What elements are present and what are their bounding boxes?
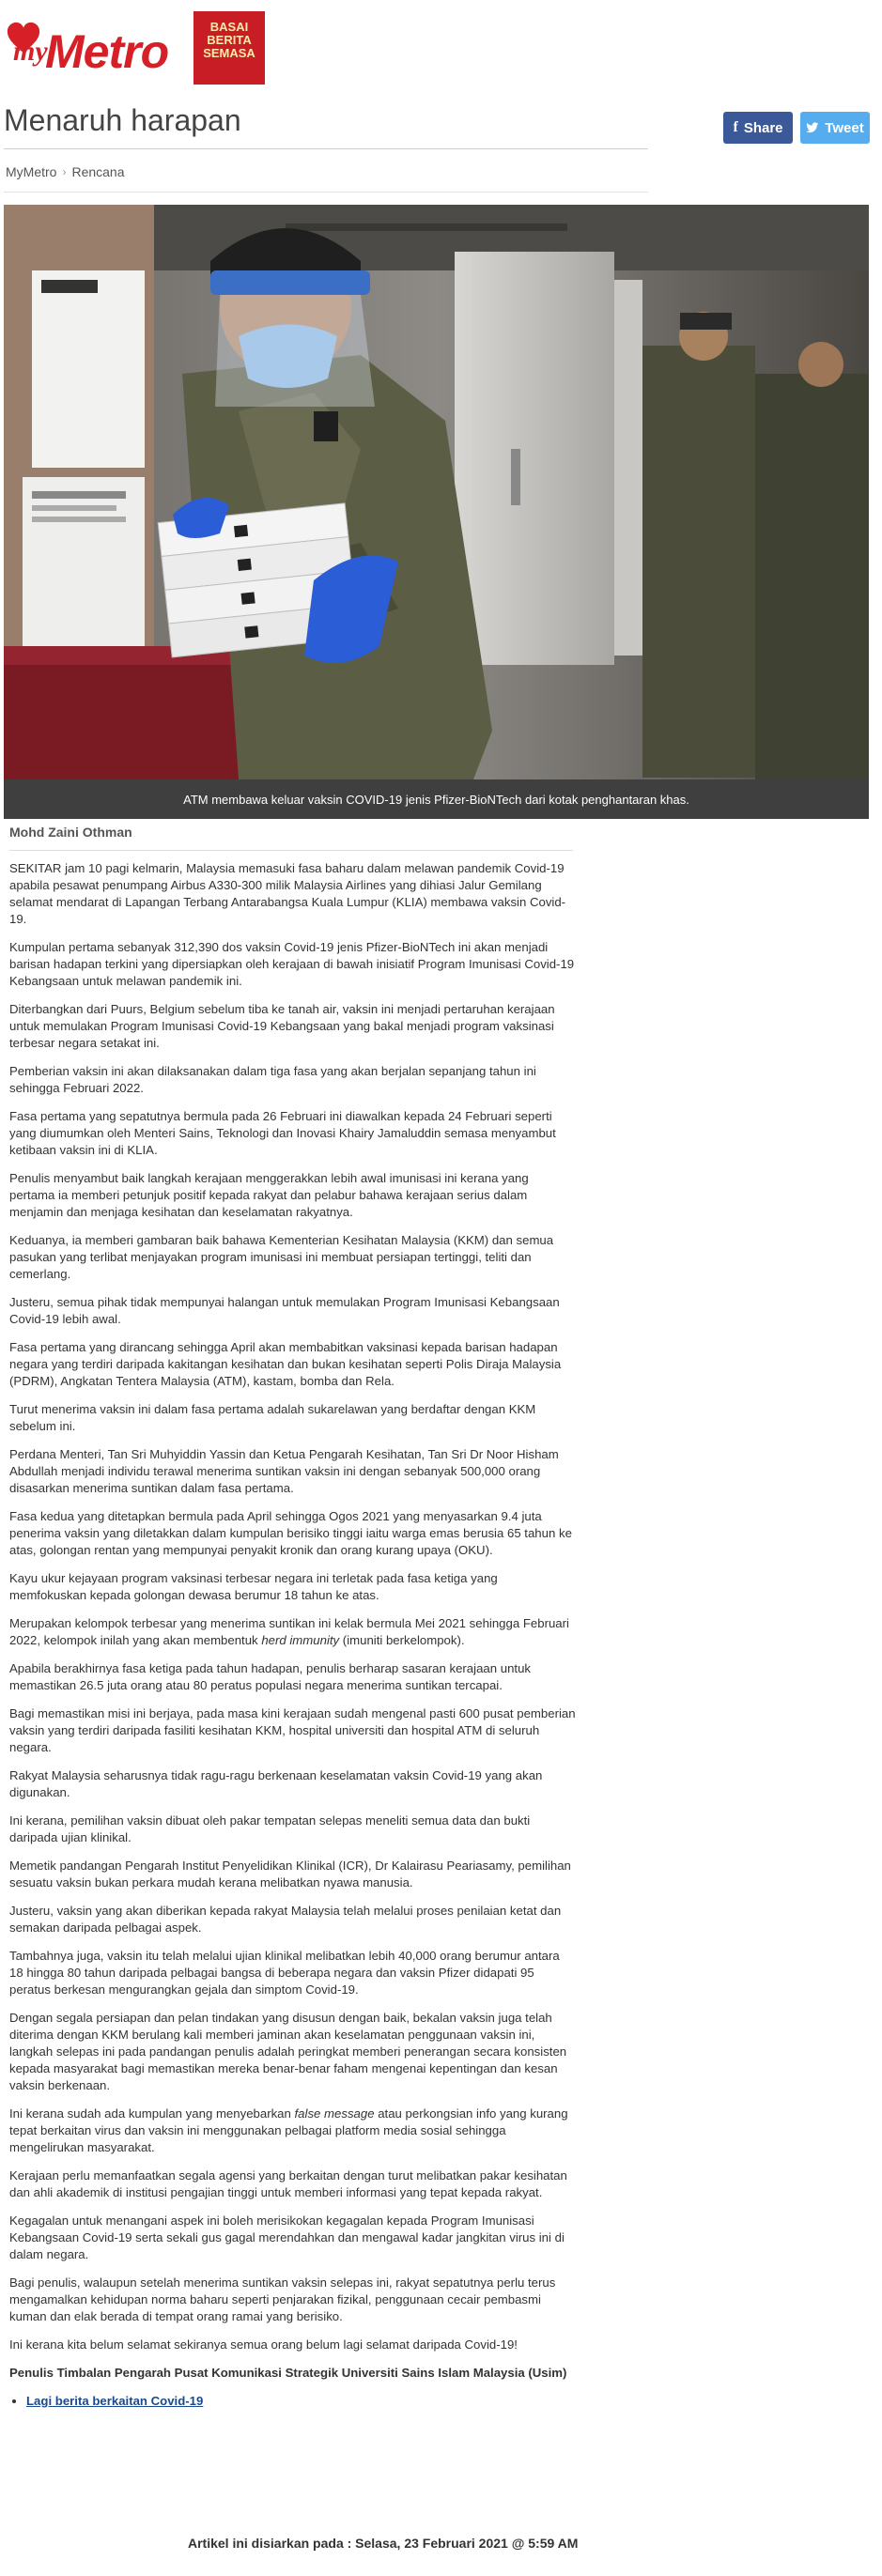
article-photo bbox=[4, 205, 869, 779]
article-paragraph: Perdana Menteri, Tan Sri Muhyiddin Yassin dan Ketua Pengarah Kesihatan, Tan Sri Dr Noor Hisham Abdullah menjadi individu terawal menerima suntikan vaksin ini dengan sebanyak 500,000 orang disasarkan menerima suntikan dalam fasa pertama. bbox=[9, 1447, 559, 1495]
title-divider bbox=[4, 148, 648, 149]
article-paragraph: Rakyat Malaysia seharusnya tidak ragu-ragu berkenaan keselamatan vaksin Covid-19 yang akan digunakan. bbox=[9, 1768, 543, 1799]
published-date: Artikel ini disiarkan pada : Selasa, 23 Februari 2021 @ 5:59 AM bbox=[188, 2536, 579, 2551]
article-paragraph: Fasa kedua yang ditetapkan bermula pada April sehingga Ogos 2021 yang menyasarkan 9.4 juta penerima vaksin yang diletakkan dalam kumpulan berisiko tinggi iaitu warga emas berusia 65 tahun ke atas, golongan rentan yang mempunyai penyakit kronik dan orang kurang upaya (OKU). bbox=[9, 1509, 572, 1557]
facebook-share-button[interactable] bbox=[723, 112, 793, 144]
article-paragraph: Bagi memastikan misi ini berjaya, pada masa kini kerajaan sudah mengenal pasti 600 pusat pemberian vaksin yang terdiri daripada fasiliti kesihatan KKM, hospital universiti dan hospital ATM di seluruh negara. bbox=[9, 1706, 576, 1754]
related-link[interactable]: Lagi berita berkaitan Covid-19 bbox=[26, 2394, 204, 2408]
photo-illustration bbox=[4, 205, 869, 779]
article-paragraph: Penulis menyambut baik langkah kerajaan menggerakkan lebih awal imunisasi ini kerana yang pertama ia memberi petunjuk positif kepada rakyat dan pelabur bahawa kerajaan serius dalam menjamin dan menjaga kesihatan dan keselamatan rakyatnya. bbox=[9, 1171, 529, 1219]
article-paragraph: Kerajaan perlu memanfaatkan segala agensi yang berkaitan dengan turut melibatkan pakar kesihatan dan ahli akademik di institusi pengajian tinggi untuk memberi informasi yang tepat kepada rakyat. bbox=[9, 2168, 567, 2199]
breadcrumb bbox=[6, 164, 125, 179]
badge-line: BERITA bbox=[207, 33, 252, 47]
logo-wordmark: Metro bbox=[45, 25, 169, 78]
chevron-right-icon: › bbox=[62, 165, 67, 178]
article-paragraph: Turut menerima vaksin ini dalam fasa pertama adalah sukarelawan yang berdaftar dengan KKM sebelum ini. bbox=[9, 1402, 536, 1433]
article-paragraph: Pemberian vaksin ini akan dilaksanakan dalam tiga fasa yang akan berjalan sepanjang tahun ini sehingga Februari 2022. bbox=[9, 1064, 536, 1095]
twitter-tweet-button[interactable] bbox=[800, 112, 870, 144]
article-body bbox=[9, 860, 577, 2421]
article-paragraph: Memetik pandangan Pengarah Institut Penyelidikan Klinikal (ICR), Dr Kalairasu Peariasamy, pemilihan sesuatu vaksin bukan perkara mudah kerana melibatkan nyawa manusia. bbox=[9, 1859, 571, 1890]
share-label: Share bbox=[743, 119, 783, 136]
article-paragraph: Apabila berakhirnya fasa ketiga pada tahun hadapan, penulis berharap sasaran kerajaan untuk memastikan 26.5 juta orang atau 80 peratus populasi negara menerima suntikan tercapai. bbox=[9, 1661, 532, 1692]
article-paragraph: Kegagalan untuk menangani aspek ini boleh merisikokan kegagalan kepada Program Imunisasi Kebangsaan Covid-19 serta sekali gus gagal merendahkan dan mengawal kadar jangkitan virus ini di dalam negara. bbox=[9, 2214, 565, 2261]
article-paragraph: Dengan segala persiapan dan pelan tindakan yang disusun dengan baik, bekalan vaksin juga telah diterima dengan KKM berulang kali memberi jaminan akan keselamatan penggunaan vaksin ini, langkah selepas ini pada pandangan penulis adalah peringkat memberi penerangan secara konsisten kepada masyarakat bagi memastikan mereka benar-benar faham mengenai kepentingan dan kesan vaksin berkenaan. bbox=[9, 2011, 567, 2092]
related-link-item bbox=[26, 2393, 577, 2410]
article-title: Menaruh harapan bbox=[4, 103, 241, 137]
site-logo[interactable] bbox=[6, 11, 265, 86]
article-paragraph: Diterbangkan dari Puurs, Belgium sebelum tiba ke tanah air, vaksin ini menjadi pertaruhan kerajaan untuk memulakan Program Imunisasi Covid-19 Kebangsaan yang bakal menjadi program vaksinasi terbesar negara setakat ini. bbox=[9, 1002, 555, 1050]
tweet-label: Tweet bbox=[825, 119, 864, 136]
italic-phrase: false message bbox=[294, 2106, 375, 2121]
article-paragraph: Keduanya, ia memberi gambaran baik bahawa Kementerian Kesihatan Malaysia (KKM) dan semua pasukan yang terlibat menjayakan program imunisasi ini membuat persiapan tertinggi, teliti dan cemerlang. bbox=[9, 1233, 554, 1281]
breadcrumb-divider bbox=[4, 192, 648, 193]
breadcrumb-home[interactable]: MyMetro bbox=[6, 164, 57, 179]
related-links bbox=[9, 2393, 577, 2410]
article-paragraph: Justeru, vaksin yang akan diberikan kepada rakyat Malaysia telah melalui proses penilaian ketat dan semakan daripada pelbagai aspek. bbox=[9, 1904, 562, 1935]
italic-phrase: herd immunity bbox=[261, 1633, 340, 1647]
author-byline[interactable]: Mohd Zaini Othman bbox=[9, 825, 132, 840]
article-paragraph: Kumpulan pertama sebanyak 312,390 dos vaksin Covid-19 jenis Pfizer-BioNTech ini akan menjadi barisan hadapan terkini yang dipersiapkan oleh kerajaan di bawah inisiatif Program Imunisasi Covid-19 Kebangsaan untuk melawan pandemik ini. bbox=[9, 940, 575, 988]
logo-prefix: my bbox=[13, 36, 48, 67]
article-paragraph: Ini kerana sudah ada kumpulan yang menyebarkan false message atau perkongsian info yang kurang tepat berkaitan virus dan vaksin ini menggunakan pelbagai platform media sosial sehingga mengelirukan masyarakat. bbox=[9, 2106, 568, 2154]
article-paragraph: Ini kerana, pemilihan vaksin dibuat oleh pakar tempatan selepas meneliti semua data dan bukti daripada ujian klinikal. bbox=[9, 1813, 531, 1844]
article-paragraph: SEKITAR jam 10 pagi kelmarin, Malaysia memasuki fasa baharu dalam melawan pandemik Covid-19 apabila pesawat penumpang Airbus A330-300 milik Malaysia Airlines yang dihiasi Jalur Gemilang selamat mendarat di Lapangan Terbang Antarabangsa Kuala Lumpur (KLIA) membawa vaksin Covid-19. bbox=[9, 861, 566, 926]
article-paragraph: Kayu ukur kejayaan program vaksinasi terbesar negara ini terletak pada fasa ketiga yang memfokuskan kepada golongan dewasa berumur 18 tahun ke atas. bbox=[9, 1571, 498, 1602]
article-paragraph: Merupakan kelompok terbesar yang menerima suntikan ini kelak bermula Mei 2021 sehingga Februari 2022, kelompok inilah yang akan membentuk herd immunity (imuniti berkelompok). bbox=[9, 1616, 569, 1647]
article-paragraph: Bagi penulis, walaupun setelah menerima suntikan vaksin selepas ini, rakyat sepatutnya perlu terus mengamalkan kehidupan norma baharu seperti penjarakan fizikal, penggunaan cecair pembasmi kuman dan elak berada di tempat orang ramai yang berisiko. bbox=[9, 2275, 556, 2323]
breadcrumb-section[interactable]: Rencana bbox=[71, 164, 125, 179]
twitter-bird-icon bbox=[806, 122, 819, 133]
facebook-icon: f bbox=[733, 119, 738, 135]
photo-caption: ATM membawa keluar vaksin COVID-19 jenis Pfizer-BioNTech dari kotak penghantaran khas. bbox=[4, 779, 869, 819]
article-paragraph: Fasa pertama yang sepatutnya bermula pada 26 Februari ini diawalkan kepada 24 Februari seperti yang diumumkan oleh Menteri Sains, Teknologi dan Inovasi Khairy Jamaluddin semasa menyambut ketibaan vaksin ini di KLIA. bbox=[9, 1109, 556, 1157]
author-note: Penulis Timbalan Pengarah Pusat Komunikasi Strategik Universiti Sains Islam Malaysia (Usim) bbox=[9, 2366, 567, 2380]
article-paragraph: Ini kerana kita belum selamat sekiranya semua orang belum lagi selamat daripada Covid-19! bbox=[9, 2337, 518, 2352]
article-paragraph: Justeru, semua pihak tidak mempunyai halangan untuk memulakan Program Imunisasi Kebangsaan Covid-19 lebih awal. bbox=[9, 1295, 560, 1326]
badge-line: SEMASA bbox=[203, 46, 255, 60]
article-paragraph: Tambahnya juga, vaksin itu telah melalui ujian klinikal melibatkan lebih 40,000 orang berumur antara 18 hingga 80 tahun daripada pelbagai bangsa di beberapa negara dan vaksin Pfizer didapati 95 peratus berkesan mengurangkan gejala dan simptom Covid-19. bbox=[9, 1949, 560, 1997]
byline-divider bbox=[9, 850, 573, 851]
badge-line: BASAI bbox=[209, 20, 249, 34]
article-paragraph: Fasa pertama yang dirancang sehingga April akan membabitkan vaksinasi kepada barisan hadapan negara yang terdiri daripada kakitangan kesihatan dan bukan kesihatan seperti Polis Diraja Malaysia (PDRM), Angkatan Tentera Malaysia (ATM), kastam, bomba dan Rela. bbox=[9, 1340, 562, 1388]
logo-badge bbox=[193, 11, 265, 85]
